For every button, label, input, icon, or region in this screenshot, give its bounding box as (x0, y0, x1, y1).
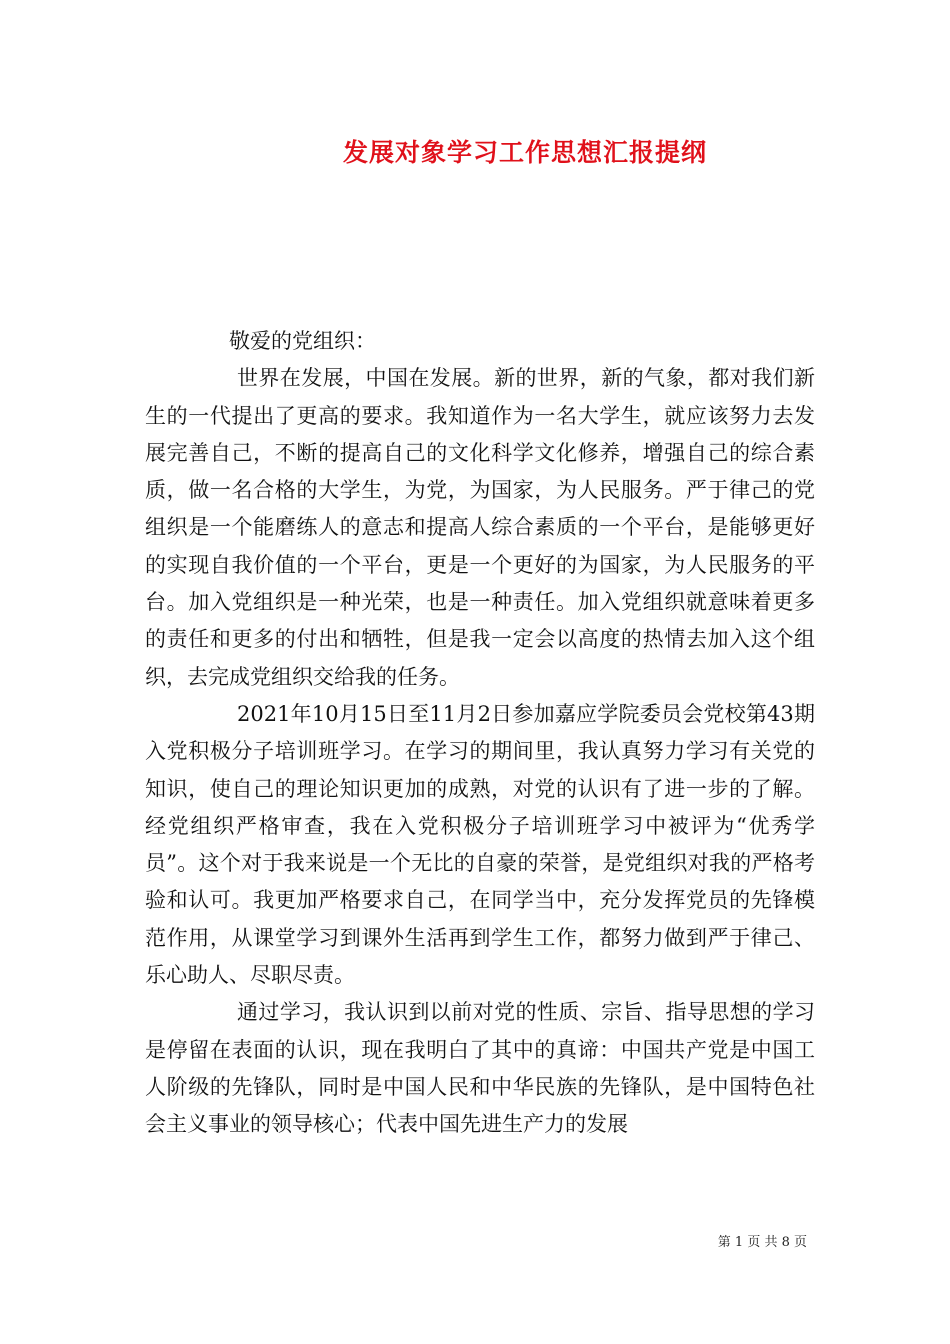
document-title: 发展对象学习工作思想汇报提纲 (342, 138, 707, 167)
page-number: 第 1 页 共 8 页 (717, 1235, 807, 1250)
paragraph-3: 通过学习，我认识到以前对党的性质、宗旨、指导思想的学习是停留在表面的认识，现在我明白了其中的真谛：中国共产党是中国工人阶级的先锋队，同时是中国人民和中华民族的先锋队，是中国特色社会主义事业的领导核心；代表中国先进生产力的发展 (145, 1000, 815, 1137)
paragraph-1: 世界在发展，中国在发展。新的世界，新的气象，都对我们新生的一代提出了更高的要求。我知道作为一名大学生，就应该努力去发展完善自己，不断的提高自己的文化科学文化修养，增强自己的综合素质，做一名合格的大学生，为党，为国家，为人民服务。严于律己的党组织是一个能磨练人的意志和提高人综合素质的一个平台，是能够更好的实现自我价值的一个平台，更是一个更好的为国家，为人民服务的平台。加入党组织是一种光荣，也是一种责任。加入党组织就意味着更多的责任和更多的付出和牺牲，但是我一定会以高度的热情去加入这个组织，去完成党组织交给我的任务。 (145, 366, 815, 689)
salutation: 敬爱的党组织： (229, 329, 376, 353)
paragraph-2: 2021年10月15日至11月2日参加嘉应学院委员会党校第43期入党积极分子培训班学习。在学习的期间里，我认真努力学习有关党的知识，使自己的理论知识更加的成熟，对党的认识有了进一步的了解。经党组织严格审查，我在入党积极分子培训班学习中被评为“优秀学员”。这个对于我来说是一个无比的自豪的荣誉，是党组织对我的严格考验和认可。我更加严格要求自己，在同学当中，充分发挥党员的先锋模范作用，从课堂学习到课外生活再到学生工作，都努力做到严于律己、乐心助人、尽职尽责。 (145, 701, 815, 988)
document-body (145, 323, 815, 1144)
